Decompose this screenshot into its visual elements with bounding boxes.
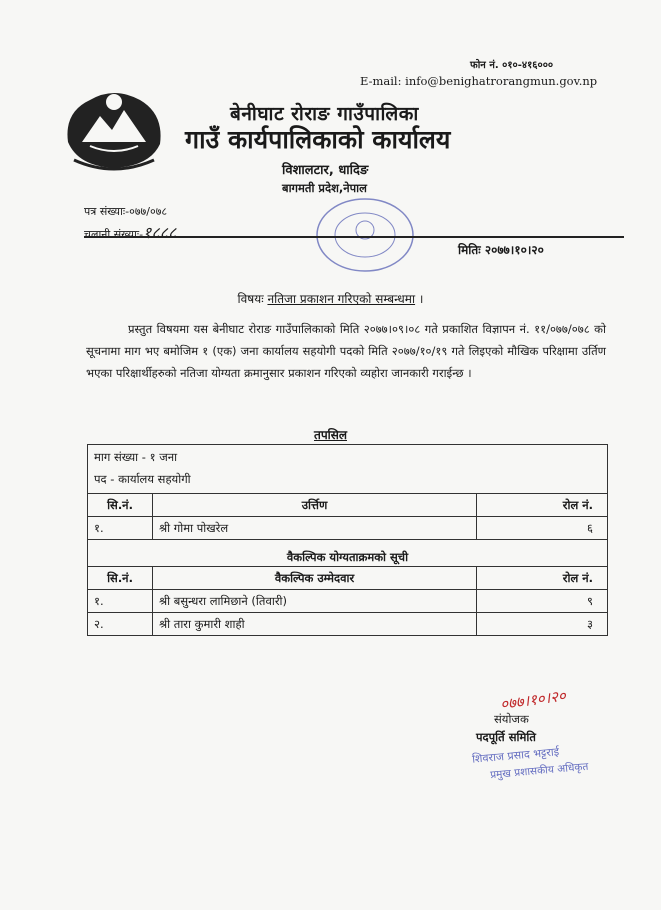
table-row [88,613,608,636]
table-cell-roll: ६ [477,517,608,540]
table-cell-sn: १. [88,590,153,613]
letter-number-label: पत्र संख्याः- [84,205,130,218]
address-line-1: विशालटार, धादिङ [282,163,369,178]
table-cell-name: श्री तारा कुमारी शाही [153,613,477,636]
handwritten-date: ०७७।१०।२० [499,686,567,714]
office-seal-icon [310,190,420,280]
table-cell-sn: २. [88,613,153,636]
post-name: पद - कार्यालय सहयोगी [94,472,191,486]
signer-committee: पदपूर्ति समिति [476,730,536,744]
table-row [88,445,608,494]
office-name: गाउँ कार्यपालिकाको कार्यालय [185,125,451,154]
dispatch-number-label: चलानी संख्याः- [84,228,144,241]
col-sn-header: सि.नं. [88,494,153,517]
subject-text: नतिजा प्रकाशन गरिएको सम्बन्धमा [267,292,416,306]
table-row [88,567,608,590]
col-alt-header: वैकल्पिक उम्मेदवार [153,567,477,590]
stamp-name: शिवराज प्रसाद भट्टराई [471,745,560,766]
details-heading: तपसिल [313,428,347,442]
body-paragraph [86,318,606,384]
table-cell-roll: ३ [477,613,608,636]
letter-date: मितिः २०७७।१०।२० [458,243,544,257]
col-roll-header: रोल नं. [477,567,608,590]
results-table [87,444,608,636]
letter-number-value: ०७७/०७८ [129,205,168,218]
alt-list-heading: वैकल्पिक योग्यताक्रमको सूची [88,540,608,567]
org-name: बेनीघाट रोराङ गाउँपालिका [230,103,419,125]
stamp-title: प्रमुख प्रशासकीय अधिकृत [489,760,589,782]
body-text: प्रस्तुत विषयमा यस बेनीघाट रोराङ गाउँपालिकाको मिति २०७७।०९।०८ गते प्रकाशित विज्ञापन नं. ११/०७७/०७८ को सूचनामा माग भए बमोजिम १ (एक) जना कार्यालय सहयोगी पदको मिति २०७७/१०/१९ गते लिइएको मौखिक परिक्षामा उर्तिण भएका परिक्षार्थीहरुको नतिजा योग्यता क्रमानुसार प्रकाशन गरिएको व्यहोरा जानकारी गराईन्छ । [86,322,606,380]
table-row [88,590,608,613]
email-address: E-mail: info@benighatrorangmun.gov.np [360,74,598,88]
table-cell-sn: १. [88,517,153,540]
dispatch-number-value: १८८८ [143,223,177,242]
letter-number [84,204,167,219]
table-row [88,517,608,540]
address-line-2: बागमती प्रदेश,नेपाल [282,181,367,195]
col-roll-header: रोल नं. [477,494,608,517]
header-divider [84,236,624,238]
table-cell-name: श्री गोमा पोखरेल [153,517,477,540]
emblem-logo-icon [60,82,168,174]
dispatch-number [84,221,176,243]
demand-count: माग संख्या - १ जना [94,450,178,464]
signer-role: संयोजक [494,712,529,726]
table-row [88,540,608,567]
col-sn-header: सि.नं. [88,567,153,590]
table-cell-roll: ९ [477,590,608,613]
subject-label: विषयः [237,292,264,306]
table-cell-name: श्री बसुन्धरा लामिछाने (तिवारी) [153,590,477,613]
phone-number: फोन नं. ०१०-४१६००० [470,60,554,71]
post-info-cell [88,445,608,494]
col-passed-header: उर्त्तिण [153,494,477,517]
subject-line [0,290,661,307]
subject-end: । [418,292,424,306]
table-row [88,494,608,517]
